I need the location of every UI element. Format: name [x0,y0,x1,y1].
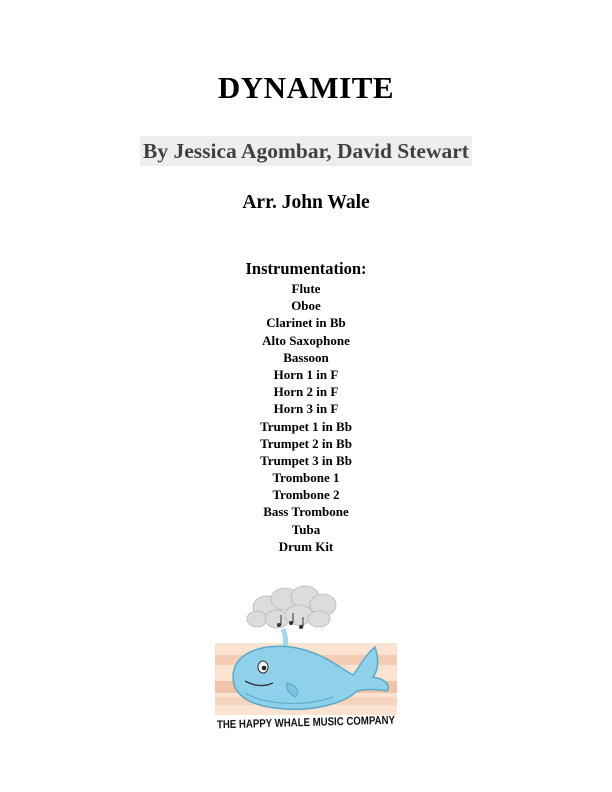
instrumentation-heading: Instrumentation: [245,259,367,278]
instrument-item: Trumpet 3 in Bb [260,452,352,468]
instrument-item: Trumpet 2 in Bb [260,435,352,451]
instrument-item: Trombone 2 [272,487,340,503]
logo-text: THE HAPPY WHALE MUSIC COMPANY [216,713,430,732]
whale-icon [215,585,430,733]
instrument-item: Alto Saxophone [262,332,350,348]
instrument-item: Trombone 1 [272,470,340,486]
instrument-item: Horn 3 in F [273,401,339,417]
instrument-item: Flute [291,281,321,296]
happy-whale-logo [215,585,430,733]
instrument-item: Horn 2 in F [273,384,339,400]
instrument-item: Drum Kit [278,538,334,554]
instrument-item: Horn 1 in F [273,366,339,382]
composer-credit: By Jessica Agombar, David Stewart [140,136,472,166]
instrument-item: Trumpet 1 in Bb [260,418,352,434]
instrument-item: Tuba [291,521,321,537]
instrument-item: Clarinet in Bb [266,315,346,331]
instrument-item: Oboe [291,298,321,314]
arranger-credit: Arr. John Wale [242,192,370,213]
composer-line [0,136,612,166]
instrumentation-list [0,280,612,555]
page-title: DYNAMITE [217,70,395,105]
instrument-item: Bassoon [283,349,329,365]
instrument-item: Bass Trombone [263,504,349,520]
